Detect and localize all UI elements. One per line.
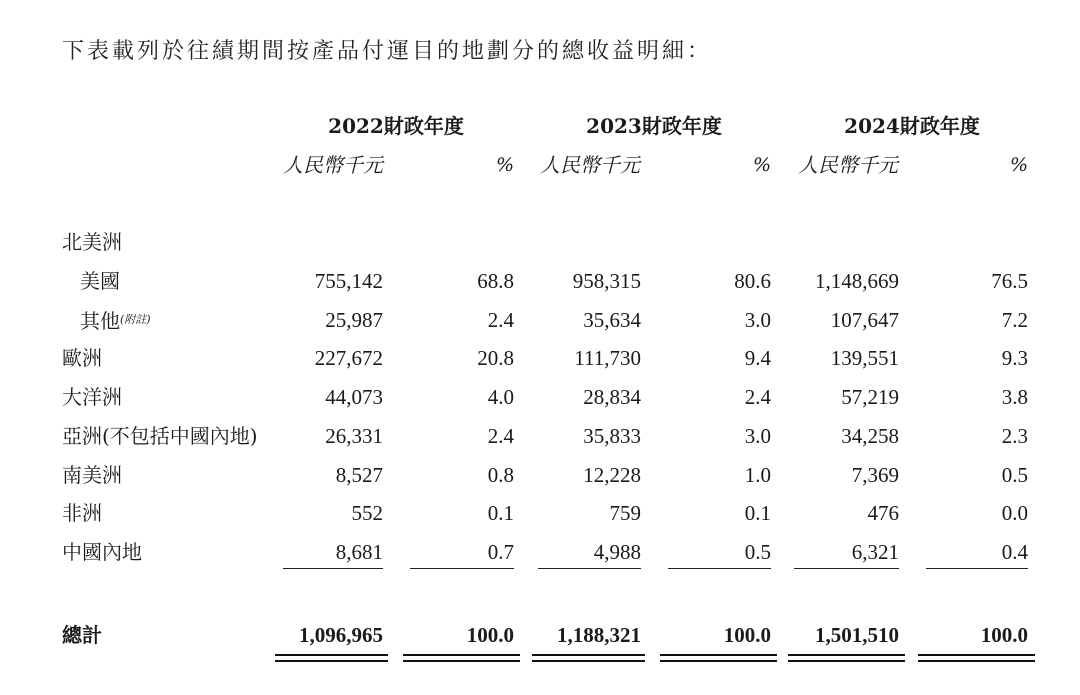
subtotal-rule bbox=[794, 568, 899, 569]
row-label: 其他$^{(附註)}$ bbox=[80, 309, 151, 333]
amount-cell: 227,672 bbox=[314, 346, 383, 370]
percent-cell: 4.0 bbox=[487, 385, 514, 409]
amount-cell: 34,258 bbox=[841, 424, 899, 448]
fiscal-year-header: 2022財政年度 bbox=[328, 114, 464, 138]
amount-cell: 7,369 bbox=[851, 463, 899, 487]
note-reference: (附註) bbox=[120, 313, 151, 326]
total-double-rule bbox=[532, 654, 645, 662]
amount-cell: 476 bbox=[867, 501, 899, 525]
currency-unit-header: 人民幣千元 bbox=[798, 153, 898, 177]
percent-cell: 2.4 bbox=[744, 385, 771, 409]
amount-cell: 139,551 bbox=[830, 346, 899, 370]
amount-cell: 35,833 bbox=[583, 424, 641, 448]
intro-text: 下表載列於往績期間按產品付運目的地劃分的總收益明細： bbox=[62, 39, 713, 64]
percent-cell: 2.4 bbox=[487, 424, 514, 448]
percent-cell: 80.6 bbox=[734, 269, 771, 293]
percent-cell: 9.4 bbox=[744, 346, 771, 370]
percent-cell: 0.8 bbox=[487, 463, 514, 487]
amount-cell: 57,219 bbox=[841, 385, 899, 409]
row-label: 非洲 bbox=[62, 501, 102, 525]
percent-header: % bbox=[1009, 154, 1028, 176]
row-label: 歐洲 bbox=[62, 346, 102, 370]
percent-cell: 0.1 bbox=[487, 501, 514, 525]
percent-cell: 76.5 bbox=[991, 269, 1028, 293]
percent-cell: 7.2 bbox=[1001, 308, 1028, 332]
total-amount-cell: 1,188,321 bbox=[557, 623, 641, 647]
region-group-label: 北美洲 bbox=[62, 230, 122, 254]
amount-cell: 8,527 bbox=[335, 463, 383, 487]
amount-cell: 25,987 bbox=[325, 308, 383, 332]
amount-cell: 12,228 bbox=[583, 463, 641, 487]
subtotal-rule bbox=[668, 568, 771, 569]
total-percent-cell: 100.0 bbox=[723, 623, 771, 647]
amount-cell: 759 bbox=[609, 501, 641, 525]
percent-cell: 2.3 bbox=[1001, 424, 1028, 448]
amount-cell: 111,730 bbox=[574, 346, 641, 370]
total-double-rule bbox=[275, 654, 388, 662]
total-double-rule bbox=[403, 654, 520, 662]
amount-cell: 1,148,669 bbox=[815, 269, 899, 293]
total-label: 總計 bbox=[62, 623, 102, 647]
amount-cell: 6,321 bbox=[851, 540, 899, 564]
subtotal-rule bbox=[410, 568, 514, 569]
percent-header: % bbox=[752, 154, 771, 176]
percent-cell: 3.0 bbox=[744, 424, 771, 448]
amount-cell: 552 bbox=[351, 501, 383, 525]
amount-cell: 35,634 bbox=[583, 308, 641, 332]
currency-unit-header: 人民幣千元 bbox=[283, 153, 383, 177]
percent-cell: 20.8 bbox=[477, 346, 514, 370]
amount-cell: 107,647 bbox=[830, 308, 899, 332]
amount-cell: 755,142 bbox=[314, 269, 383, 293]
percent-cell: 3.0 bbox=[744, 308, 771, 332]
percent-cell: 3.8 bbox=[1001, 385, 1028, 409]
percent-header: % bbox=[495, 154, 514, 176]
percent-cell: 0.5 bbox=[1001, 463, 1028, 487]
amount-cell: 44,073 bbox=[325, 385, 383, 409]
percent-cell: 0.0 bbox=[1001, 501, 1028, 525]
amount-cell: 8,681 bbox=[335, 540, 383, 564]
percent-cell: 1.0 bbox=[744, 463, 771, 487]
subtotal-rule bbox=[283, 568, 383, 569]
percent-cell: 9.3 bbox=[1001, 346, 1028, 370]
amount-cell: 4,988 bbox=[593, 540, 641, 564]
currency-unit-header: 人民幣千元 bbox=[540, 153, 640, 177]
row-label: 亞洲(不包括中國內地) bbox=[62, 424, 258, 448]
percent-cell: 0.5 bbox=[744, 540, 771, 564]
total-double-rule bbox=[660, 654, 777, 662]
total-double-rule bbox=[918, 654, 1035, 662]
percent-cell: 0.4 bbox=[1001, 540, 1028, 564]
percent-cell: 2.4 bbox=[487, 308, 514, 332]
amount-cell: 26,331 bbox=[325, 424, 383, 448]
amount-cell: 958,315 bbox=[572, 269, 641, 293]
total-double-rule bbox=[788, 654, 905, 662]
amount-cell: 28,834 bbox=[583, 385, 641, 409]
subtotal-rule bbox=[926, 568, 1028, 569]
row-label: 大洋洲 bbox=[62, 385, 122, 409]
percent-cell: 0.7 bbox=[487, 540, 514, 564]
total-percent-cell: 100.0 bbox=[466, 623, 514, 647]
total-amount-cell: 1,501,510 bbox=[815, 623, 899, 647]
row-label: 美國 bbox=[80, 269, 120, 293]
total-amount-cell: 1,096,965 bbox=[299, 623, 383, 647]
fiscal-year-header: 2024財政年度 bbox=[844, 114, 980, 138]
row-label: 中國內地 bbox=[62, 540, 142, 564]
percent-cell: 0.1 bbox=[744, 501, 771, 525]
total-percent-cell: 100.0 bbox=[980, 623, 1028, 647]
subtotal-rule bbox=[538, 568, 641, 569]
row-label: 南美洲 bbox=[62, 463, 122, 487]
fiscal-year-header: 2023財政年度 bbox=[586, 114, 722, 138]
percent-cell: 68.8 bbox=[477, 269, 514, 293]
